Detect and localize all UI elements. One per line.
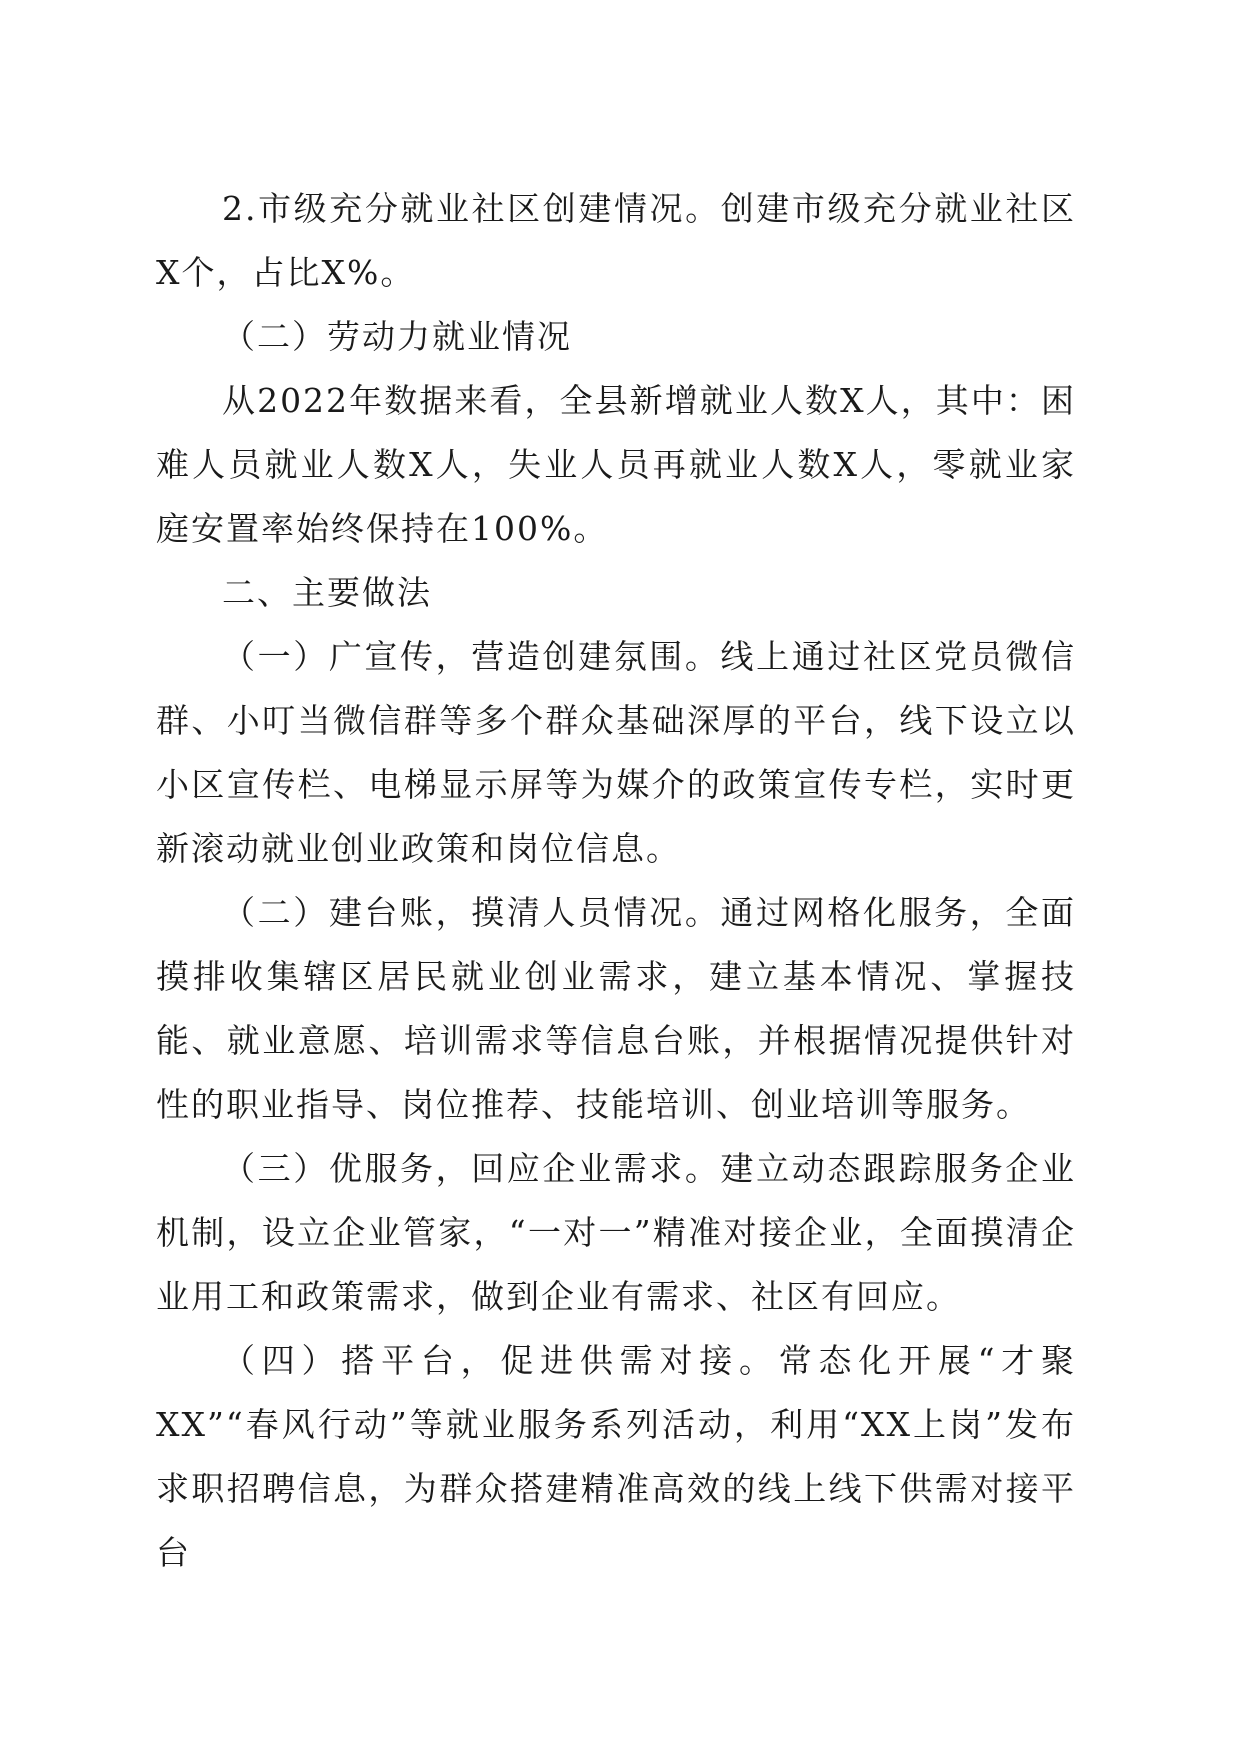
paragraph-community-creation: 2.市级充分就业社区创建情况。创建市级充分就业社区X个，占比X%。 — [156, 189, 1076, 292]
paragraph-platform: （四）搭平台，促进供需对接。常态化开展“才聚XX”“春风行动”等就业服务系列活动，利用“XX上岗”发布求职招聘信息，为群众搭建精准高效的线上线下供需对接平台 — [156, 1341, 1076, 1572]
paragraph-service: （三）优服务，回应企业需求。建立动态跟踪服务企业机制，设立企业管家，“一对一”精准对接企业，全面摸清企业用工和政策需求，做到企业有需求、社区有回应。 — [156, 1149, 1076, 1316]
paragraph-employment-data: 从2022年数据来看，全县新增就业人数X人，其中：困难人员就业人数X人，失业人员再就业人数X人，零就业家庭安置率始终保持在100%。 — [156, 381, 1076, 548]
paragraph-ledger: （二）建台账，摸清人员情况。通过网格化服务，全面摸排收集辖区居民就业创业需求，建立基本情况、掌握技能、就业意愿、培训需求等信息台账，并根据情况提供针对性的职业指导、岗位推荐、技能培训、创业培训等服务。 — [156, 893, 1076, 1124]
heading-main-practices: 二、主要做法 — [222, 573, 432, 612]
paragraph-publicity: （一）广宣传，营造创建氛围。线上通过社区党员微信群、小叮当微信群等多个群众基础深厚的平台，线下设立以小区宣传栏、电梯显示屏等为媒介的政策宣传专栏，实时更新滚动就业创业政策和岗位信息。 — [156, 637, 1076, 868]
document-body — [156, 177, 1076, 1585]
heading-labor-employment: （二）劳动力就业情况 — [222, 317, 572, 356]
